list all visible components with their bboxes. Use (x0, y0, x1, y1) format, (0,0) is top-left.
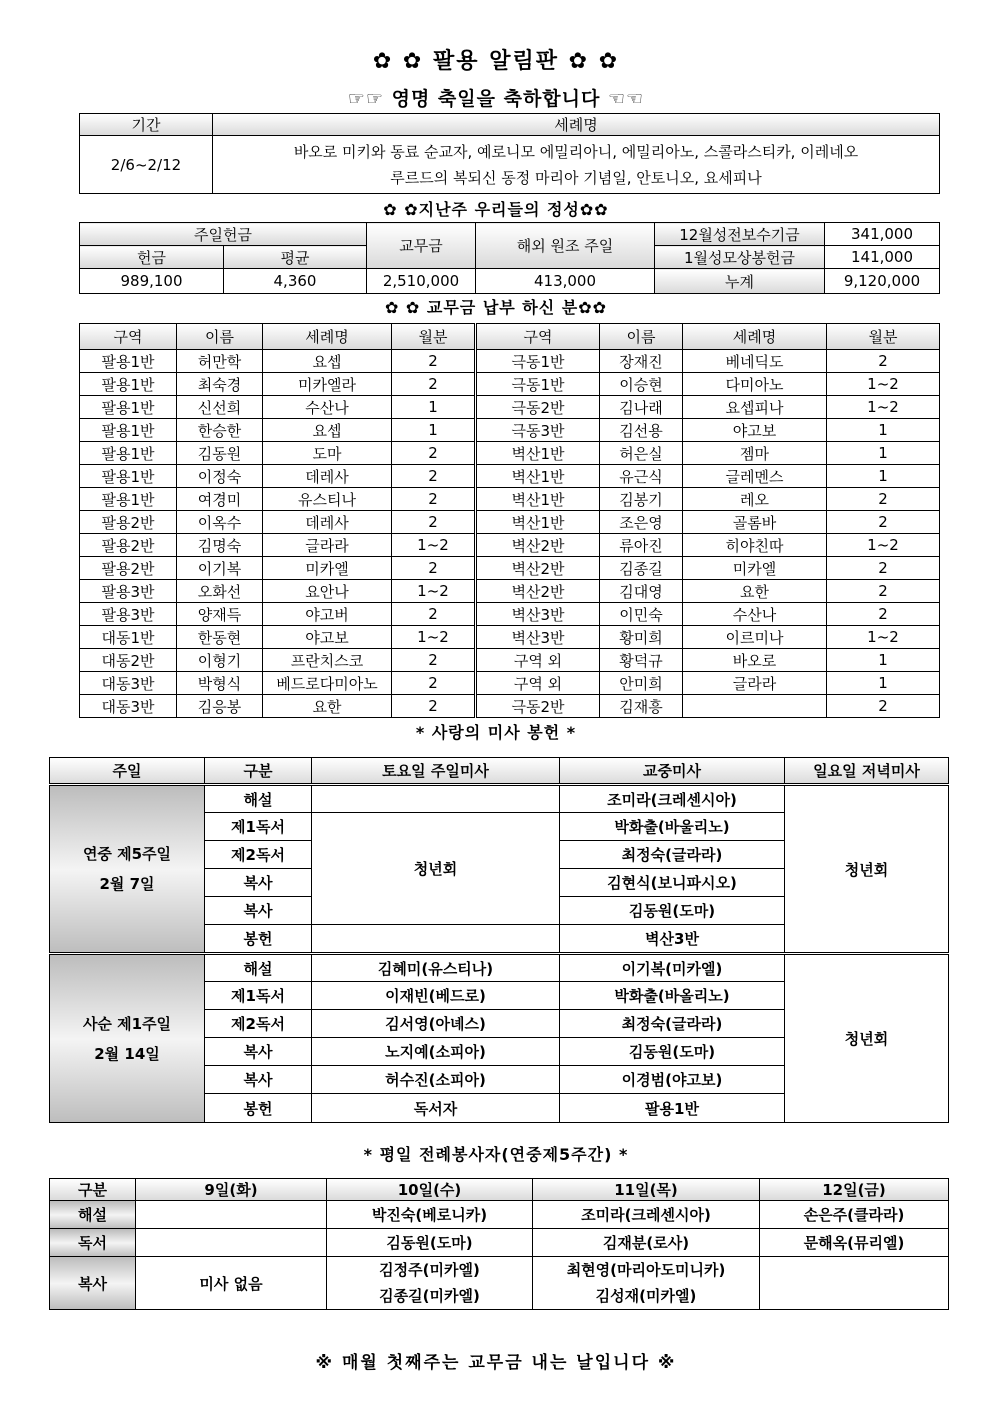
week1-date: 2월 7일 (99, 875, 155, 893)
payers-cell: 안미희 (600, 672, 683, 695)
payers-cell: 대동3반 (80, 672, 177, 695)
feast-names (213, 136, 940, 194)
week2-saturday: 김혜미(유스티나) (312, 954, 560, 982)
payers-cell: 베드로다미아노 (263, 672, 392, 695)
payers-cell: 허은실 (600, 442, 683, 465)
weekday-no-mass: 미사 없음 (136, 1257, 327, 1310)
payers-header: 월분 (392, 324, 476, 350)
week2-evening: 청년회 (785, 954, 949, 1123)
payers-cell: 이르미나 (683, 626, 827, 649)
payers-cell: 팔용1반 (80, 373, 177, 396)
payers-cell: 팔용2반 (80, 557, 177, 580)
payers-cell: 1 (827, 442, 940, 465)
mass-header-evening: 일요일 저녁미사 (785, 758, 949, 785)
week2-label (50, 954, 205, 1123)
cash-value: 989,100 (80, 269, 224, 294)
payers-cell: 2 (392, 649, 476, 672)
payers-cell: 유근식 (600, 465, 683, 488)
payers-cell: 팔용1반 (80, 396, 177, 419)
weekday-role-commentary: 해설 (50, 1201, 136, 1229)
payers-cell: 팔용1반 (80, 419, 177, 442)
payers-cell: 요한 (683, 580, 827, 603)
payers-cell: 요안나 (263, 580, 392, 603)
payers-cell: 한동현 (177, 626, 263, 649)
overseas-value: 413,000 (476, 269, 655, 294)
week1-saturday-empty (312, 925, 560, 954)
payers-cell: 젬마 (683, 442, 827, 465)
payers-cell: 2 (392, 695, 476, 718)
payers-cell: 2 (827, 557, 940, 580)
week1-label (50, 785, 205, 954)
payers-row (80, 534, 940, 557)
weekday-r1-fri: 손은주(클라라) (760, 1201, 949, 1229)
weekday-header-thu: 11일(목) (533, 1179, 760, 1201)
week2-role: 해설 (205, 954, 312, 982)
payers-row (80, 488, 940, 511)
payers-row (80, 396, 940, 419)
payers-cell: 김동원 (177, 442, 263, 465)
payers-cell: 팔용2반 (80, 511, 177, 534)
week2-main: 최정숙(글라라) (560, 1010, 785, 1038)
week2-saturday: 독서자 (312, 1094, 560, 1123)
payers-cell: 글라라 (263, 534, 392, 557)
payers-row (80, 649, 940, 672)
payers-row (80, 511, 940, 534)
payers-cell: 2 (827, 603, 940, 626)
payers-cell: 요셉 (263, 350, 392, 373)
fund2-label: 1월성모상봉헌금 (655, 246, 825, 269)
payers-cell: 2 (827, 511, 940, 534)
week2-saturday: 허수진(소피아) (312, 1066, 560, 1094)
feast-table (79, 113, 940, 194)
payers-header: 월분 (827, 324, 940, 350)
week2-main: 김동원(도마) (560, 1038, 785, 1066)
payers-cell: 극동2반 (476, 396, 600, 419)
week2-role: 제2독서 (205, 1010, 312, 1038)
payers-cell: 2 (392, 465, 476, 488)
payers-cell: 신선희 (177, 396, 263, 419)
weekday-r1-thu: 조미라(크레센시아) (533, 1201, 760, 1229)
church-fee-header: 교무금 (367, 223, 476, 269)
payers-cell: 벽산1반 (476, 488, 600, 511)
payers-cell: 한승한 (177, 419, 263, 442)
payers-cell: 대동2반 (80, 649, 177, 672)
week1-saturday-empty (312, 785, 560, 813)
payers-cell: 미카엘라 (263, 373, 392, 396)
payers-cell: 요셉피나 (683, 396, 827, 419)
page-title: ✿ ✿ 팔용 알림판 ✿ ✿ (372, 49, 620, 74)
total-label: 누계 (655, 269, 825, 294)
week1-main: 김현식(보니파시오) (560, 869, 785, 897)
payers-cell (683, 695, 827, 718)
payers-header: 세례명 (263, 324, 392, 350)
week1-main: 최정숙(글라라) (560, 841, 785, 869)
payers-cell: 1~2 (827, 373, 940, 396)
mass-header-saturday: 토요일 주일미사 (312, 758, 560, 785)
payers-cell: 요한 (263, 695, 392, 718)
payers-heading: ✿ ✿ 교무금 납부 하신 분✿✿ (384, 298, 608, 317)
payers-cell: 김대영 (600, 580, 683, 603)
mass-heading: * 사랑의 미사 봉헌 * (415, 723, 577, 742)
week1-evening: 청년회 (785, 785, 949, 954)
payers-cell: 장재진 (600, 350, 683, 373)
payers-cell: 허만학 (177, 350, 263, 373)
payers-cell: 1~2 (827, 534, 940, 557)
payers-row (80, 465, 940, 488)
payers-cell: 벽산1반 (476, 465, 600, 488)
payers-cell: 미카엘 (683, 557, 827, 580)
payers-cell: 팔용2반 (80, 534, 177, 557)
week2-saturday: 김서영(아녜스) (312, 1010, 560, 1038)
weekday-header-wed: 10일(수) (327, 1179, 533, 1201)
week2-role: 복사 (205, 1038, 312, 1066)
week2-main: 이기복(미카엘) (560, 954, 785, 982)
feast-period: 2/6~2/12 (80, 136, 213, 194)
fund1-label: 12월성전보수기금 (655, 223, 825, 246)
total-value: 9,120,000 (825, 269, 940, 294)
church-fee-value: 2,510,000 (367, 269, 476, 294)
payers-cell: 1~2 (392, 580, 476, 603)
week1-role: 제2독서 (205, 841, 312, 869)
payers-cell: 수산나 (263, 396, 392, 419)
payers-cell: 벽산1반 (476, 442, 600, 465)
fund2-value: 141,000 (825, 246, 940, 269)
payers-cell: 이옥수 (177, 511, 263, 534)
payers-row (80, 626, 940, 649)
payers-cell: 2 (827, 488, 940, 511)
weekday-r3-fri-empty (760, 1257, 949, 1310)
payers-cell: 팔용1반 (80, 442, 177, 465)
payers-cell: 수산나 (683, 603, 827, 626)
weekday-tue-empty (136, 1229, 327, 1257)
payers-cell: 김선용 (600, 419, 683, 442)
payers-cell: 데레사 (263, 511, 392, 534)
payers-cell: 김명숙 (177, 534, 263, 557)
payers-cell: 2 (392, 488, 476, 511)
payers-cell: 김응봉 (177, 695, 263, 718)
payers-cell: 구역 외 (476, 672, 600, 695)
payers-cell: 박형식 (177, 672, 263, 695)
week1-role: 봉헌 (205, 925, 312, 954)
payers-row (80, 442, 940, 465)
payers-cell: 극동2반 (476, 695, 600, 718)
mass-header-role: 구분 (205, 758, 312, 785)
payers-row (80, 419, 940, 442)
week1-main: 벽산3반 (560, 925, 785, 954)
payers-row (80, 695, 940, 718)
week2-main: 팔용1반 (560, 1094, 785, 1123)
payers-cell: 이승현 (600, 373, 683, 396)
payers-cell: 1~2 (827, 626, 940, 649)
payers-cell: 최숙경 (177, 373, 263, 396)
payers-cell: 도마 (263, 442, 392, 465)
payers-cell: 야고보 (263, 626, 392, 649)
payers-row (80, 373, 940, 396)
payers-header: 구역 (476, 324, 600, 350)
weekday-header-fri: 12일(금) (760, 1179, 949, 1201)
fund1-value: 341,000 (825, 223, 940, 246)
payers-cell: 베네딕도 (683, 350, 827, 373)
weekday-table (49, 1178, 949, 1310)
payers-cell: 벽산2반 (476, 580, 600, 603)
weekday-r2-fri: 문해옥(뮤리엘) (760, 1229, 949, 1257)
offering-table (79, 222, 940, 294)
weekday-header-role: 구분 (50, 1179, 136, 1201)
week1-main: 조미라(크레센시아) (560, 785, 785, 813)
payers-cell: 2 (827, 580, 940, 603)
weekday-r3-wed-1: 김정주(미카엘) (379, 1261, 480, 1279)
week2-role: 제1독서 (205, 982, 312, 1010)
payers-cell: 2 (392, 511, 476, 534)
payers-row (80, 672, 940, 695)
mass-header-main: 교중미사 (560, 758, 785, 785)
payers-cell: 다미아노 (683, 373, 827, 396)
payers-row (80, 580, 940, 603)
payers-cell: 김종길 (600, 557, 683, 580)
payers-cell: 1 (392, 396, 476, 419)
feast-names-line1: 바오로 미키와 동료 순교자, 예로니모 에밀리아니, 에밀리아노, 스콜라스티카, 이레네오 (293, 142, 859, 161)
payers-header: 세례명 (683, 324, 827, 350)
payers-cell: 히야친따 (683, 534, 827, 557)
payers-cell: 벽산3반 (476, 603, 600, 626)
payers-cell: 2 (392, 373, 476, 396)
payers-cell: 1 (827, 419, 940, 442)
payers-cell: 2 (392, 442, 476, 465)
payers-cell: 2 (827, 350, 940, 373)
week1-saturday: 청년회 (312, 813, 560, 925)
weekday-r3-thu-1: 최현영(마리아도미니카) (566, 1261, 726, 1279)
payers-header: 이름 (600, 324, 683, 350)
payers-cell: 극동1반 (476, 373, 600, 396)
payers-cell: 팔용1반 (80, 350, 177, 373)
week1-role: 복사 (205, 869, 312, 897)
week1-main: 박화출(바울리노) (560, 813, 785, 841)
payers-cell: 조은영 (600, 511, 683, 534)
payers-cell: 1 (827, 649, 940, 672)
payers-cell: 유스티나 (263, 488, 392, 511)
week1-name: 연중 제5주일 (82, 845, 172, 863)
weekday-header-tue: 9일(화) (136, 1179, 327, 1201)
weekday-r3-wed (327, 1257, 533, 1310)
payers-cell: 1 (827, 465, 940, 488)
payers-cell: 2 (392, 672, 476, 695)
payers-cell: 여경미 (177, 488, 263, 511)
payers-cell: 대동3반 (80, 695, 177, 718)
week2-main: 이경범(야고보) (560, 1066, 785, 1094)
payers-cell: 프란치스코 (263, 649, 392, 672)
weekday-r1-wed: 박진숙(베로니카) (327, 1201, 533, 1229)
week1-main: 김동원(도마) (560, 897, 785, 925)
week2-name: 사순 제1주일 (82, 1014, 172, 1033)
payers-cell: 바오로 (683, 649, 827, 672)
payers-cell: 레오 (683, 488, 827, 511)
payers-cell: 팔용1반 (80, 465, 177, 488)
payers-row (80, 350, 940, 373)
cash-header: 헌금 (80, 246, 224, 269)
payers-cell: 벽산3반 (476, 626, 600, 649)
weekday-r3-wed-2: 김종길(미카엘) (379, 1287, 480, 1305)
payers-cell: 2 (392, 350, 476, 373)
payers-cell: 오화선 (177, 580, 263, 603)
payers-cell: 1~2 (392, 626, 476, 649)
payers-cell: 이민숙 (600, 603, 683, 626)
payers-cell: 1~2 (827, 396, 940, 419)
payers-cell: 벽산2반 (476, 534, 600, 557)
payers-cell: 글라라 (683, 672, 827, 695)
payers-cell: 데레사 (263, 465, 392, 488)
feast-period-header: 기간 (80, 114, 213, 136)
payers-cell: 팔용3반 (80, 603, 177, 626)
payers-cell: 김봉기 (600, 488, 683, 511)
payers-cell: 1~2 (392, 534, 476, 557)
payers-cell: 류아진 (600, 534, 683, 557)
week2-saturday: 노지예(소피아) (312, 1038, 560, 1066)
sunday-offering-header: 주일헌금 (80, 223, 367, 246)
payers-cell: 미카엘 (263, 557, 392, 580)
avg-header: 평균 (224, 246, 367, 269)
payers-cell: 팔용1반 (80, 488, 177, 511)
overseas-header: 해외 원조 주일 (476, 223, 655, 269)
offering-heading: ✿ ✿지난주 우리들의 정성✿✿ (383, 200, 609, 219)
payers-cell: 골롬바 (683, 511, 827, 534)
mass-header-sunday: 주일 (50, 758, 205, 785)
payers-header: 구역 (80, 324, 177, 350)
weekday-r2-thu: 김재분(로사) (533, 1229, 760, 1257)
payers-cell: 2 (392, 603, 476, 626)
weekday-tue-empty (136, 1201, 327, 1229)
payers-cell: 황미희 (600, 626, 683, 649)
payers-cell: 구역 외 (476, 649, 600, 672)
mass-table (49, 757, 949, 1123)
payers-cell: 1 (827, 672, 940, 695)
payers-cell: 이정숙 (177, 465, 263, 488)
payers-cell: 김재흥 (600, 695, 683, 718)
payers-cell: 김나래 (600, 396, 683, 419)
payers-cell: 2 (392, 557, 476, 580)
payers-cell: 야고보 (683, 419, 827, 442)
week2-role: 봉헌 (205, 1094, 312, 1123)
payers-cell: 대동1반 (80, 626, 177, 649)
avg-value: 4,360 (224, 269, 367, 294)
payers-cell: 야고버 (263, 603, 392, 626)
payers-cell: 양재득 (177, 603, 263, 626)
payers-header: 이름 (177, 324, 263, 350)
feast-name-header: 세례명 (213, 114, 940, 136)
week2-main: 박화출(바올리노) (560, 982, 785, 1010)
weekday-role-reading: 독서 (50, 1229, 136, 1257)
payers-cell: 이기복 (177, 557, 263, 580)
payers-cell: 요셉 (263, 419, 392, 442)
weekday-r3-thu (533, 1257, 760, 1310)
payers-cell: 글레멘스 (683, 465, 827, 488)
payers-cell: 극동3반 (476, 419, 600, 442)
payers-cell: 2 (827, 695, 940, 718)
payers-row (80, 557, 940, 580)
payers-cell: 이형기 (177, 649, 263, 672)
feast-heading: ☞☞ 영명 축일을 축하합니다 ☜☜ (347, 88, 645, 110)
week1-role: 해설 (205, 785, 312, 813)
weekday-heading: * 평일 전례봉사자(연중제5주간) * (363, 1145, 629, 1164)
week2-date: 2월 14일 (94, 1044, 160, 1063)
weekday-r2-wed: 김동원(도마) (327, 1229, 533, 1257)
payers-cell: 팔용3반 (80, 580, 177, 603)
payers-row (80, 603, 940, 626)
payers-cell: 벽산2반 (476, 557, 600, 580)
weekday-r3-thu-2: 김성재(미카엘) (595, 1287, 697, 1305)
payers-cell: 벽산1반 (476, 511, 600, 534)
payers-cell: 1 (392, 419, 476, 442)
footer-notice: ※ 매월 첫째주는 교무금 내는 날입니다 ※ (315, 1353, 677, 1373)
payers-cell: 황덕규 (600, 649, 683, 672)
week2-saturday: 이재빈(베드로) (312, 982, 560, 1010)
week1-role: 제1독서 (205, 813, 312, 841)
payers-cell: 극동1반 (476, 350, 600, 373)
week1-role: 복사 (205, 897, 312, 925)
payers-table (79, 323, 940, 718)
week2-role: 복사 (205, 1066, 312, 1094)
feast-names-line2: 루르드의 복되신 동정 마리아 기념일, 안토니오, 요세피나 (390, 168, 762, 187)
weekday-role-server: 복사 (50, 1257, 136, 1310)
